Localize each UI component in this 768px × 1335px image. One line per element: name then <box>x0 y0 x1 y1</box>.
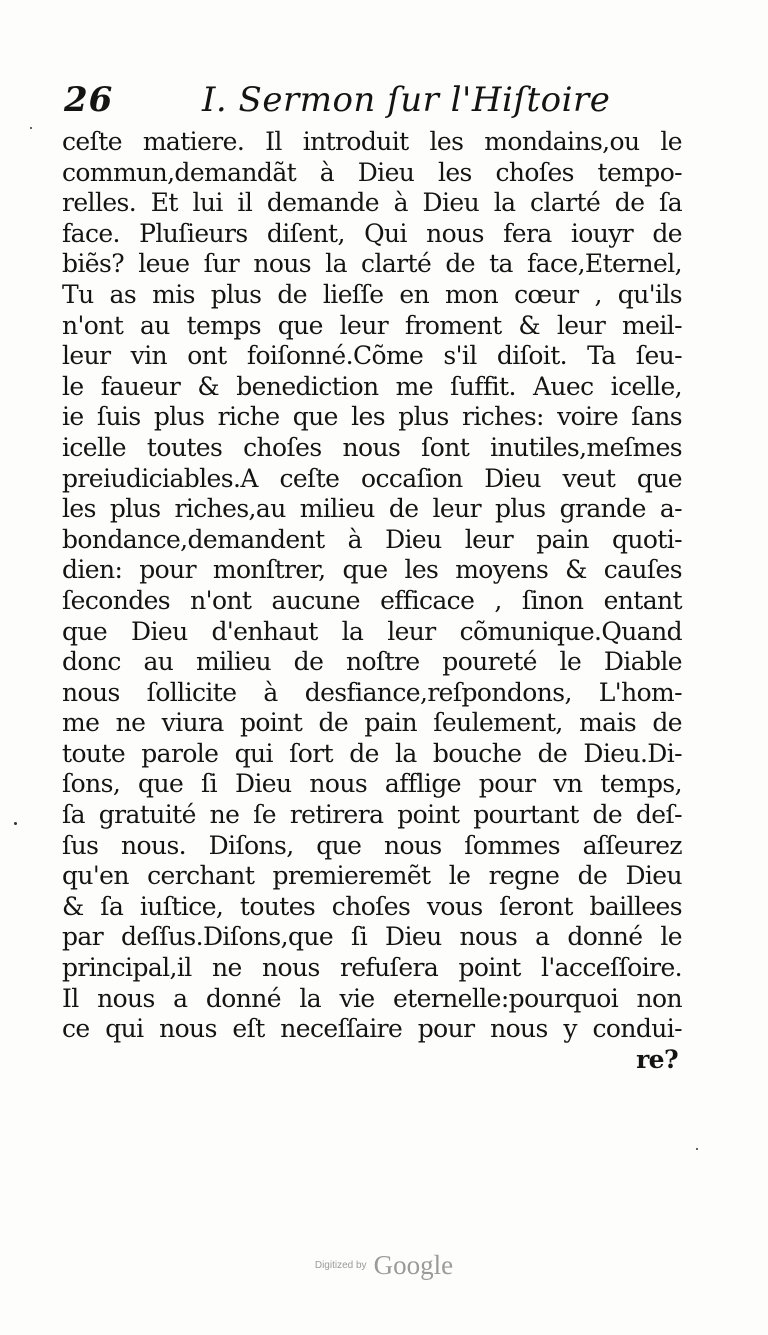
text-line: face. Pluſieurs diſent, Qui nous fera iouyr de <box>62 218 682 248</box>
text-line: ie ſuis plus riche que les plus riches: voire ſans <box>62 402 682 432</box>
text-line: les plus riches,au milieu de leur plus grande a- <box>62 494 682 524</box>
text-line: ceſte matiere. Il introduit les mondains,ou le <box>62 127 682 156</box>
text-line: & ſa iuſtice, toutes choſes vous ſeront baillees <box>62 891 682 921</box>
text-line: donc au milieu de noſtre poureté le Diable <box>62 647 682 677</box>
digitization-watermark <box>0 1250 768 1281</box>
text-line: relles. Et lui il demande à Dieu la clarté de ſa <box>62 188 682 218</box>
text-line: commun,demandãt à Dieu les choſes tempo- <box>62 157 682 187</box>
text-line: ſons, que ſi Dieu nous afflige pour vn temps, <box>62 769 682 799</box>
text-line: qu'en cerchant premieremẽt le regne de Dieu <box>62 861 682 891</box>
catchword: re? <box>636 1044 678 1074</box>
page-header <box>60 80 680 126</box>
text-line: Tu as mis plus de lieſſe en mon cœur , qu'ils <box>62 279 682 309</box>
text-line: que Dieu d'enhaut la leur cõmunique.Quand <box>62 616 682 646</box>
text-line: par deſſus.Diſons,que ſi Dieu nous a donné le <box>62 922 682 952</box>
text-line: ſa gratuité ne ſe retirera point pourtant de deſ- <box>62 800 682 830</box>
google-logo: Google <box>373 1250 454 1280</box>
running-title: I. Sermon ſur l'Hiſtoire <box>202 80 611 120</box>
text-line: bondance,demandent à Dieu leur pain quoti- <box>62 524 682 554</box>
scan-speck <box>14 822 17 825</box>
text-line: toute parole qui ſort de la bouche de Dieu.Di- <box>62 738 682 768</box>
text-line: nous ſollicite à desfiance,reſpondons, L'hom- <box>62 677 682 707</box>
text-line: n'ont au temps que leur froment & leur meil- <box>62 310 682 340</box>
sermon-text <box>62 127 682 1075</box>
text-line: icelle toutes choſes nous ſont inutiles,meſmes <box>62 432 682 462</box>
text-line: preiudiciables.A ceſte occaſion Dieu veut que <box>62 463 682 493</box>
watermark-prefix: Digitized by <box>314 1260 367 1271</box>
scan-speck <box>696 1148 698 1150</box>
text-line: ſecondes n'ont aucune efficace , ſinon entant <box>62 585 682 615</box>
text-line: ſus nous. Diſons, que nous ſommes aſſeurez <box>62 830 682 860</box>
text-line: le faueur & benediction me ſuffit. Auec icelle, <box>62 371 682 401</box>
text-line: leur vin ont foiſonné.Cõme s'il diſoit. Ta ſeu- <box>62 341 682 371</box>
text-line: biẽs? leue ſur nous la clarté de ta face,Eternel, <box>62 249 682 279</box>
text-line: principal,il ne nous refuſera point l'acceſſoire. <box>62 953 682 983</box>
text-line: Il nous a donné la vie eternelle:pourquoi non <box>62 983 682 1013</box>
text-line: me ne viura point de pain ſeulement, mais de <box>62 708 682 738</box>
text-line: ce qui nous eſt neceſſaire pour nous y condui- <box>62 1014 682 1044</box>
text-line: dien: pour monſtrer, que les moyens & cauſes <box>62 555 682 585</box>
scan-speck <box>30 127 32 129</box>
page-number: 26 <box>64 80 114 120</box>
